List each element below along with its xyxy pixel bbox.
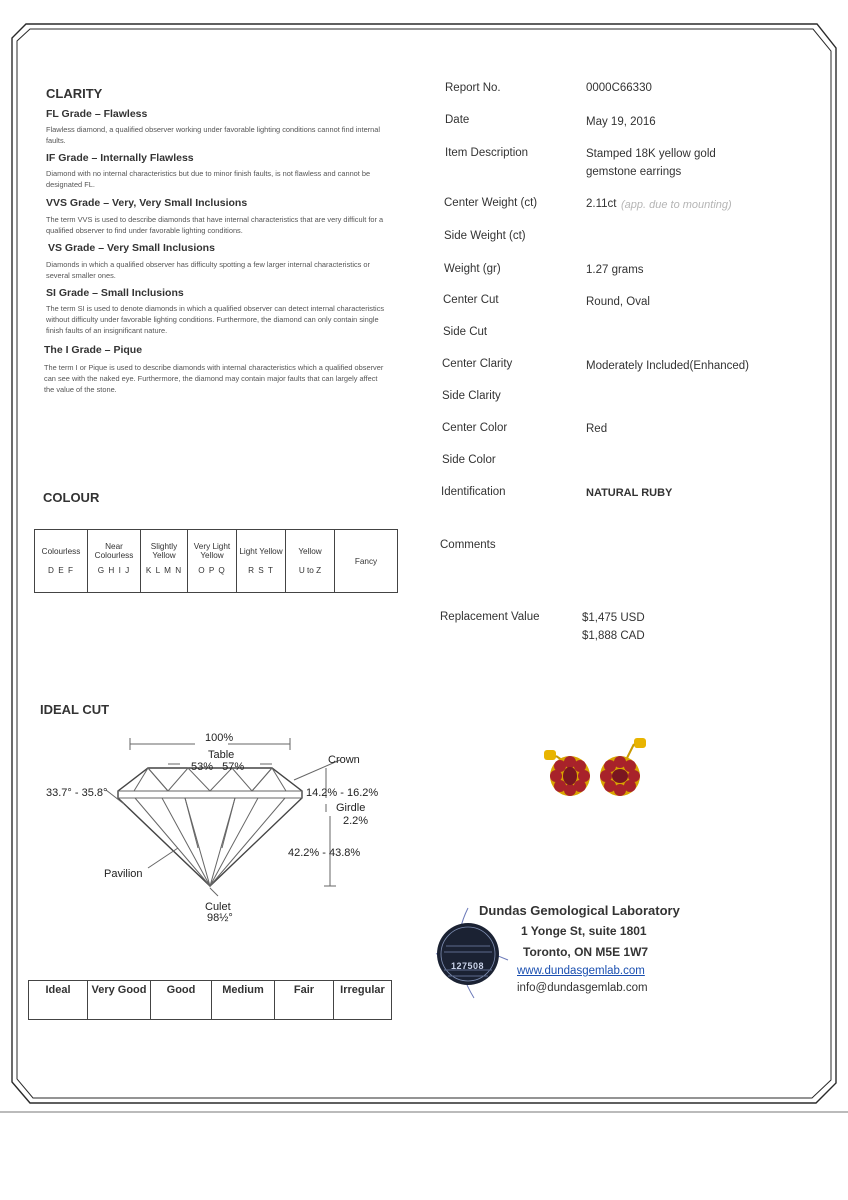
report-label: Center Color (442, 422, 508, 434)
label-girdle: Girdle (336, 802, 366, 814)
colour-grades: G H I J (97, 566, 131, 575)
label-table: Table (208, 749, 235, 761)
colour-grades: R S T (248, 566, 274, 575)
label-culet: Culet (205, 901, 231, 913)
colour-name: Very Light Yellow (193, 542, 231, 560)
ideal-cut-heading: IDEAL CUT (40, 702, 110, 717)
report-label: Item Description (445, 147, 529, 159)
report-label: Side Cut (443, 326, 488, 338)
report-label: Center Weight (ct) (444, 197, 538, 209)
colour-cell (188, 530, 237, 593)
grade-title-fl: FL Grade – Flawless (46, 108, 148, 120)
report-value: 1.27 grams (586, 264, 644, 276)
report-label: Side Weight (ct) (444, 230, 526, 242)
label-culet-angle: 98½° (207, 912, 233, 924)
report-value: May 19, 2016 (586, 116, 656, 128)
label-pavilion-depth: 42.2% - 43.8% (288, 847, 361, 859)
lab-website-link[interactable]: www.dundasgemlab.com (517, 965, 645, 977)
colour-cell (88, 530, 141, 593)
report-value: 0000C66330 (586, 82, 652, 94)
report-value: 2.11ct (586, 198, 617, 210)
report-value: NATURAL RUBY (586, 487, 673, 499)
colour-name: Colourless (41, 546, 81, 556)
cut-grade-cell: Ideal (29, 981, 88, 1020)
colour-name: Light Yellow (239, 546, 283, 556)
report-label: Center Clarity (442, 358, 513, 370)
colour-grades: D E F (48, 566, 74, 575)
grade-title-vvs: VVS Grade – Very, Very Small Inclusions (46, 197, 248, 209)
colour-scale-table (34, 529, 398, 593)
colour-cell (141, 530, 188, 593)
colour-scale-row (35, 530, 398, 593)
label-crown: Crown (328, 754, 360, 766)
colour-cell (35, 530, 88, 593)
report-value: Moderately Included(Enhanced) (586, 360, 750, 372)
report-value: Round, Oval (586, 296, 650, 308)
cut-grade-cell: Good (151, 981, 212, 1020)
lab-address-line2: Toronto, ON M5E 1W7 (523, 945, 649, 959)
colour-grades: K L M N (145, 566, 183, 575)
grade-desc-fl: Flawless diamond, a qualified observer working under favorable lighting conditions cannot find internal faults. (46, 125, 381, 145)
report-value: $1,475 USD (582, 612, 645, 624)
lab-email: info@dundasgemlab.com (517, 982, 648, 994)
colour-name: Slightly Yellow (150, 542, 178, 560)
grade-title-si: SI Grade – Small Inclusions (46, 287, 184, 299)
grade-desc-i: The term I or Pique is used to describe diamonds with internal characteristics which a qualified observer can see with the naked eye. Furthermore, the diamond may contain major faults that can largely affect the value of the stone. (44, 363, 384, 394)
lab-address-line1: 1 Yonge St, suite 1801 (521, 924, 647, 938)
colour-cell (335, 530, 398, 593)
report-label: Date (445, 114, 470, 126)
report-value: Stamped 18K yellow gold (586, 148, 716, 160)
seal-number: 127508 (451, 961, 485, 971)
report-label: Weight (gr) (444, 263, 501, 275)
grade-desc-si: The term SI is used to denote diamonds in which a qualified observer can detect internal characteristics without difficulty under favorable lighting conditions. Furthermore, the diamond can only contain single finish faults of an insignificant nature. (46, 304, 385, 335)
report-label: Comments (440, 539, 496, 551)
label-crown-height: 14.2% - 16.2% (306, 787, 379, 799)
report-value-note: (app. due to mounting) (621, 199, 732, 211)
report-value-line2: $1,888 CAD (582, 630, 645, 642)
label-total-width: 100% (205, 732, 234, 744)
lab-name: Dundas Gemological Laboratory (479, 903, 680, 918)
colour-cell (286, 530, 335, 593)
grade-title-vs: VS Grade – Very Small Inclusions (48, 242, 215, 254)
colour-name: Fancy (354, 556, 378, 566)
colour-grades: U to Z (298, 566, 322, 575)
label-crown-angle: 33.7° - 35.8° (46, 787, 108, 799)
colour-cell (237, 530, 286, 593)
report-label: Side Clarity (442, 390, 501, 402)
grade-desc-vvs: The term VVS is used to describe diamonds that have internal characteristics that are very difficult for a qualified observer to find under favorable lighting conditions. (46, 215, 384, 235)
clarity-heading: CLARITY (46, 86, 103, 101)
colour-name: Yellow (298, 546, 322, 556)
colour-name: Near Colourless (94, 542, 134, 560)
cut-grade-table (28, 980, 392, 1020)
report-label: Center Cut (443, 294, 499, 306)
report-value-line2: gemstone earrings (586, 166, 682, 178)
grade-desc-if: Diamond with no internal characteristics but due to minor finish faults, is not flawless and cannot be designated FL. (46, 169, 371, 189)
label-girdle-pct: 2.2% (343, 815, 369, 827)
grade-title-i: The I Grade – Pique (44, 344, 143, 356)
report-label: Replacement Value (440, 611, 540, 623)
report-label: Identification (441, 486, 506, 498)
colour-heading: COLOUR (43, 490, 100, 505)
cut-grade-cell: Medium (212, 981, 275, 1020)
colour-grades: O P Q (198, 566, 226, 575)
cut-grade-cell: Irregular (334, 981, 392, 1020)
label-table-range: 53% 57% (191, 761, 245, 773)
grade-title-if: IF Grade – Internally Flawless (46, 152, 194, 164)
report-label: Report No. (445, 82, 501, 94)
cut-grade-row (29, 981, 392, 1020)
grade-desc-vs: Diamonds in which a qualified observer has difficulty spotting a few larger internal characteristics or several smaller ones. (46, 260, 370, 280)
earrings-photo (530, 728, 680, 828)
label-pavilion: Pavilion (104, 868, 143, 880)
report-label: Side Color (442, 454, 496, 466)
report-value: Red (586, 423, 608, 435)
cut-grade-cell: Fair (275, 981, 334, 1020)
cut-grade-cell: Very Good (88, 981, 151, 1020)
